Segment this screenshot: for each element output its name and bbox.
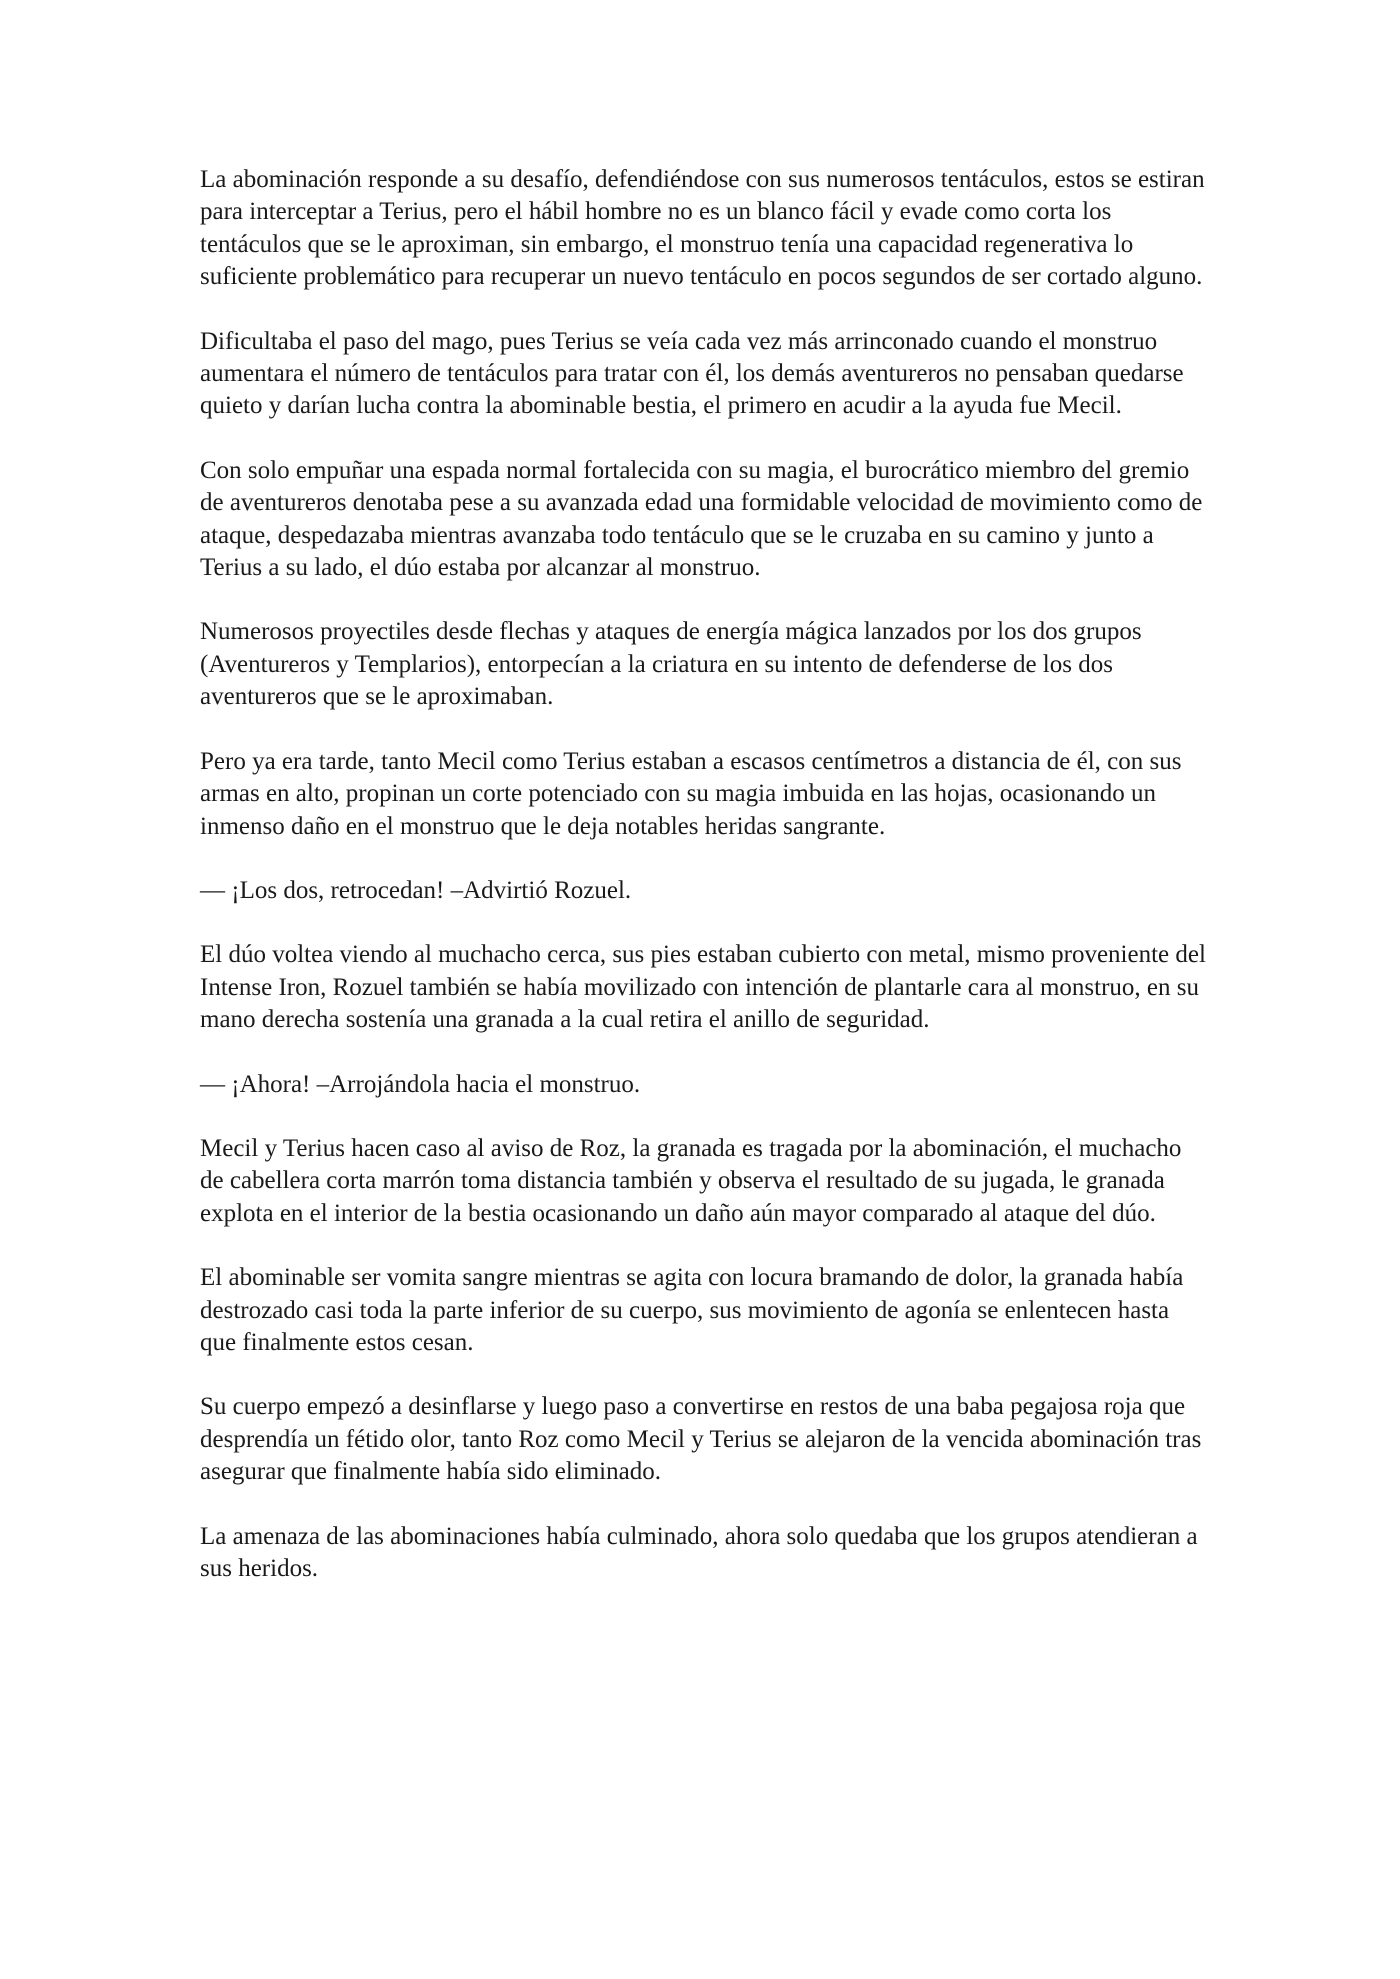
paragraph: Pero ya era tarde, tanto Mecil como Terius estaban a escasos centímetros a distancia de él, con sus armas en alto, propinan un corte potenciado con su magia imbuida en las hojas, ocasionando un inmenso daño en el monstruo que le deja notables heridas sangrante. <box>200 747 1182 840</box>
paragraph: Numerosos proyectiles desde flechas y ataques de energía mágica lanzados por los dos grupos (Aventureros y Templarios), entorpecían a la criatura en su intento de defenderse de los dos aventureros que se le aproximaban. <box>200 618 1142 711</box>
paragraph: La abominación responde a su desafío, defendiéndose con sus numerosos tentáculos, estos se estiran para interceptar a Terius, pero el hábil hombre no es un blanco fácil y evade como corta los tentáculos que se le aproximan, sin embargo, el monstruo tenía una capacidad regenerativa lo suficiente problemático para recuperar un nuevo tentáculo en pocos segundos de ser cortado alguno. <box>200 166 1205 291</box>
paragraph: Con solo empuñar una espada normal fortalecida con su magia, el burocrático miembro del gremio de aventureros denotaba pese a su avanzada edad una formidable velocidad de movimiento como de ataque, despedazaba mientras avanzaba todo tentáculo que se le cruzaba en su camino y junto a Terius a su lado, el dúo estaba por alcanzar al monstruo. <box>200 456 1203 582</box>
paragraph: Mecil y Terius hacen caso al aviso de Roz, la granada es tragada por la abominación, el muchacho de cabellera corta marrón toma distancia también y observa el resultado de su jugada, le granada explota en el interior de la bestia ocasionando un daño aún mayor comparado al ataque del dúo. <box>200 1134 1182 1227</box>
dialogue-line: — ¡Los dos, retrocedan! –Advirtió Rozuel. <box>200 876 632 904</box>
dialogue-line: — ¡Ahora! –Arrojándola hacia el monstruo. <box>200 1070 641 1098</box>
paragraph: La amenaza de las abominaciones había culminado, ahora solo quedaba que los grupos atendieran a sus heridos. <box>200 1522 1198 1582</box>
document-page <box>200 164 1210 1617</box>
paragraph: Su cuerpo empezó a desinflarse y luego paso a convertirse en restos de una baba pegajosa roja que desprendía un fétido olor, tanto Roz como Mecil y Terius se alejaron de la vencida abominación tras asegurar que finalmente había sido eliminado. <box>200 1393 1202 1486</box>
paragraph: El dúo voltea viendo al muchacho cerca, sus pies estaban cubierto con metal, mismo proveniente del Intense Iron, Rozuel también se había movilizado con intención de plantarle cara al monstruo, en su mano derecha sostenía una granada a la cual retira el anillo de seguridad. <box>200 941 1206 1034</box>
paragraph: El abominable ser vomita sangre mientras se agita con locura bramando de dolor, la granada había destrozado casi toda la parte inferior de su cuerpo, sus movimiento de agonía se enlentecen hasta que finalmente estos cesan. <box>200 1264 1184 1356</box>
paragraph: Dificultaba el paso del mago, pues Terius se veía cada vez más arrinconado cuando el monstruo aumentara el número de tentáculos para tratar con él, los demás aventureros no pensaban quedarse quieto y darían lucha contra la abominable bestia, el primero en acudir a la ayuda fue Mecil. <box>200 327 1184 420</box>
